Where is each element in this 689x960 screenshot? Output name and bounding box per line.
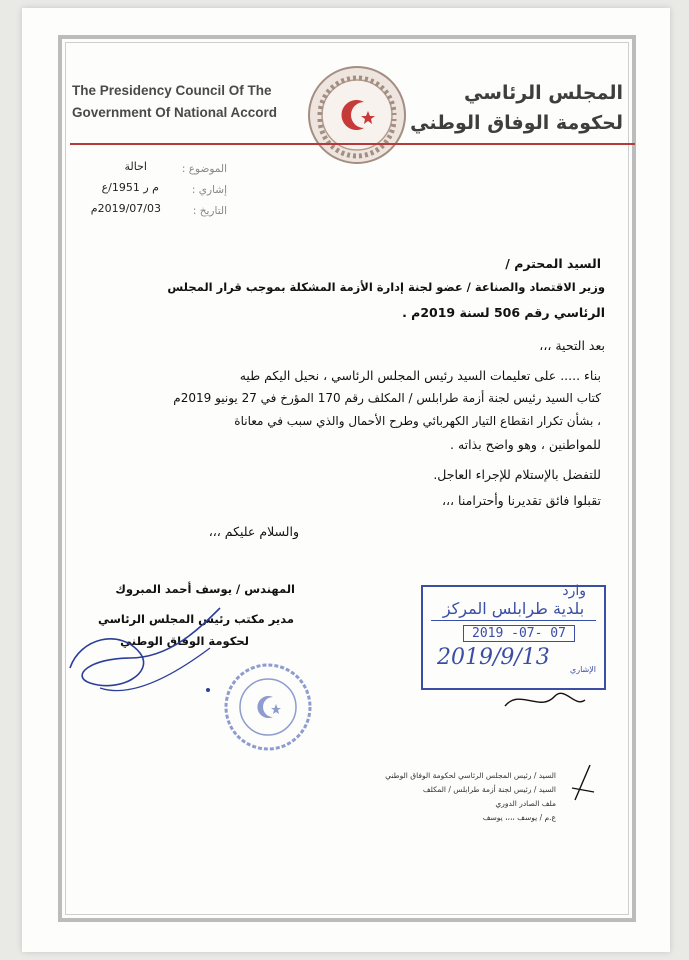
distribution-mark-icon — [560, 760, 610, 810]
body-line-2: كتاب السيد رئيس لجنة أزمة طرابلس / المكلف رقم 170 المؤرخ في 27 يونيو 2019م — [173, 391, 601, 405]
office-seal-icon — [218, 660, 318, 755]
addressee-line-2: الرئاسي رقم 506 لسنة 2019م . — [402, 305, 605, 320]
reference-value: م ر 1951/ع — [101, 181, 159, 194]
closing-line: والسلام عليكم ،،، — [208, 524, 299, 539]
org-ar-line-1: المجلس الرئاسي — [464, 82, 623, 104]
header-divider — [70, 143, 635, 145]
subject-value: احالة — [124, 160, 147, 173]
signatory-title-2: لحكومة الوفاق الوطني — [120, 634, 249, 648]
copy-recipient-3: ملف الصادر الدوري — [495, 799, 556, 808]
addressee-line-1: وزير الاقتصاد والصناعة / عضو لجنة إدارة الأزمة المشكلة بموجب قرار المجلس — [167, 280, 605, 294]
body-line-3: ، بشأن تكرار انقطاع التيار الكهربائي وطرح الأحمال والذي سبب في معاناة — [234, 414, 601, 428]
organization-name-en — [72, 80, 302, 124]
stamp-received-label: وارد — [562, 583, 586, 599]
handwritten-signature-icon — [60, 598, 240, 718]
subject-label: الموضوع : — [181, 163, 227, 175]
date-value: 2019/07/03م — [90, 202, 161, 215]
copy-recipient-2: السيد / رئيس لجنة أزمة طرابلس / المكلف — [422, 785, 556, 794]
received-stamp — [421, 585, 606, 690]
org-en-line-1: The Presidency Council Of The — [72, 83, 272, 98]
stamp-date: 2019 -07- 07 — [463, 625, 575, 642]
copy-recipient-1: السيد / رئيس المجلس الرئاسي لحكومة الوفاق الوطني — [385, 771, 556, 780]
salutation: السيد المحترم / — [505, 256, 601, 271]
body-line-4: للمواطنين ، وهو واضح بذاته . — [450, 437, 601, 452]
reference-label: إشاري : — [191, 184, 227, 196]
stamp-municipality: بلدية طرابلس المركز — [431, 599, 596, 621]
national-seal-icon — [306, 64, 408, 166]
request-line: للتفضل بالإستلام للإجراء العاجل. — [433, 467, 601, 482]
regards-line: تقبلوا فائق تقديرنا وأحترامنا ،،، — [441, 493, 601, 508]
stamp-ref-label: الإشاري — [569, 665, 596, 674]
org-ar-line-2: لحكومة الوفاق الوطني — [410, 112, 623, 134]
signatory-name: المهندس / يوسف أحمد المبروك — [115, 582, 295, 596]
signatory-title-1: مدير مكتب رئيس المجلس الرئاسي — [97, 612, 294, 626]
copy-recipient-4: ع.م / يوسف ،،،، يوسف — [482, 813, 556, 822]
stamp-handwritten-date: 2019/9/13 — [437, 645, 550, 670]
greeting: بعد التحية ،،، — [539, 338, 605, 353]
body-line-1: بناء ..... على تعليمات السيد رئيس المجلس الرئاسي ، نحيل اليكم طيه — [239, 368, 601, 383]
org-en-line-2: Government Of National Accord — [72, 105, 278, 120]
stamp-initials-icon — [500, 678, 590, 718]
organization-name-ar — [403, 78, 623, 138]
date-label: التاريخ : — [192, 205, 227, 217]
